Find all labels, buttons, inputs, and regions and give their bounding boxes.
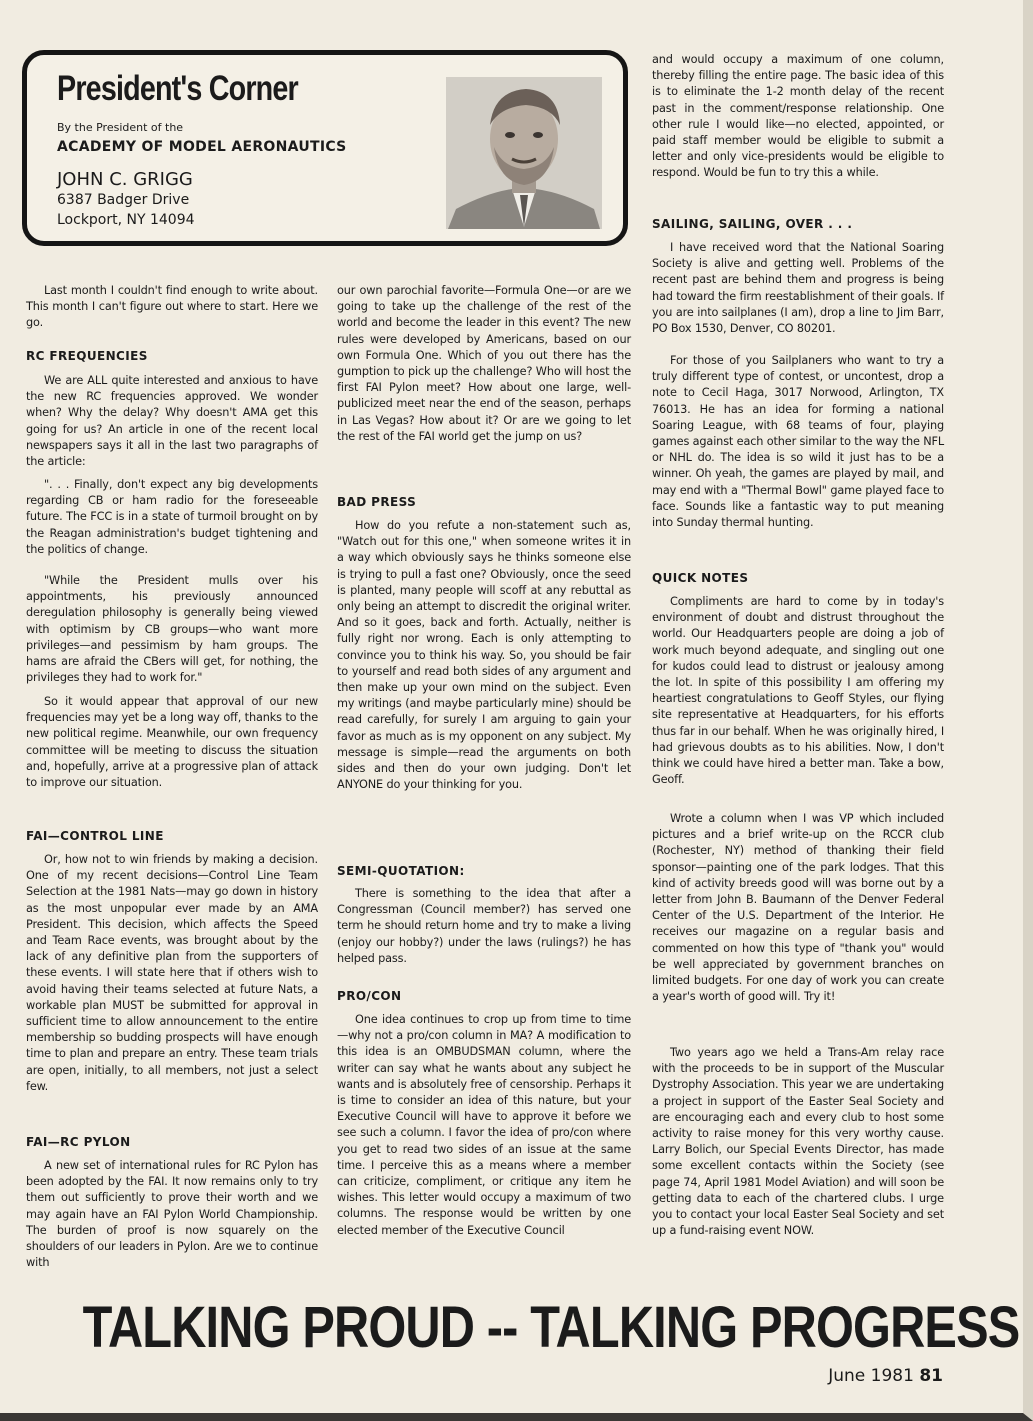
byline: By the President of the bbox=[57, 121, 184, 134]
paragraph: How do you refute a non-statement such as, "Watch out for this one," when someone writes it in a way which obviously says he thinks someone else is trying to pull a fast one? Obviously, once the seed is planted, many people will scoff at any rebuttal as only being an attempt to discredit the original writer. And so it goes, back and forth. Actually, neither is fully right nor wrong. Each is only attempting to convince you to think his way. So, you should be fair to yourself and read both sides of any argument and then make up your own mind on the subject. Even my writings (and maybe particularly mine) should be read carefully, for surely I am arguing to gain your favor as much as is my opponent on any subject. My message is simple—read the arguments on both sides and then do your own judging. Don't let ANYONE do your thinking for you. bbox=[337, 519, 631, 792]
quote-paragraph: "While the President mulls over his appointments, his previously announced deregulation philosophy is generally being viewed with optimism by CB groups—who want more privileges—and pessimism by ham groups. The hams are afraid the CBers will get, for nothing, the privileges they had to work for." bbox=[26, 574, 318, 685]
heading-rc-frequencies: RC FREQUENCIES bbox=[26, 349, 148, 363]
paragraph: For those of you Sailplaners who want to try a truly different type of contest, or uncontest, drop a note to Cecil Haga, 3017 Norwood, Arlington, TX 76013. He has an idea for forming a national Soaring League, with 68 teams of four, playing games against each other similar to the way the NFL or NHL do. The idea is so wild it just has to be a winner. Oh yeah, the games are played by mail, and may end with a "Thermal Bowl" game played face to face. Sounds like a fantastic way to put meaning into Sunday thermal hunting. bbox=[652, 354, 944, 530]
paragraph: A new set of international rules for RC Pylon has been adopted by the FAI. It now remains only to try them out sufficiently to prove their worth and we may again have an FAI Pylon World Championship. The burden of proof is now squarely on the shoulders of our leaders in Pylon. Are we to continue with bbox=[26, 1159, 318, 1270]
intro-paragraph: Last month I couldn't find enough to write about. This month I can't figure out where to start. Here we go. bbox=[26, 284, 318, 330]
heading-sailing: SAILING, SAILING, OVER . . . bbox=[652, 217, 853, 231]
paragraph: Wrote a column when I was VP which included pictures and a brief write-up on the RCCR club (Rochester, NY) method of thanking their field sponsor—painting one of the park lodges. That this kind of activity breeds good will was borne out by a letter from John B. Baumann of the Denver Federal Center of the U.S. Department of the Interior. He receives our magazine on a regular basis and commented on how this type of "thank you" would be well appreciated by government branches on limited budgets. For one day of work you can create a year's worth of good will. Try it! bbox=[652, 812, 944, 1004]
heading-bad-press: BAD PRESS bbox=[337, 495, 417, 509]
paragraph: I have received word that the National Soaring Society is alive and getting well. Problems of the recent past are behind them and progress is being had toward the firm reestablishment of their goals. If you are into sailplanes (I am), drop a line to Jim Barr, PO Box 1530, Denver, CO 80201. bbox=[652, 241, 944, 336]
page-number: 81 bbox=[919, 1366, 943, 1386]
paragraph: and would occupy a maximum of one column, thereby filling the entire page. The basic idea of this is to eliminate the 1-2 month delay of the recent past in the comment/response relationship. One other rule I would like—no elected, appointed, or paid staff member would be eligible to submit a letter and only vice-presidents would be eligible to respond. Would be fun to try this a while. bbox=[652, 53, 944, 180]
paragraph: So it would appear that approval of our new frequencies may yet be a long way off, thanks to the new political regime. Meanwhile, our own frequency committee will be meeting to discuss the situation and, hopefully, arrive at a progressive plan of attack to improve our situation. bbox=[26, 695, 318, 790]
address-line-2: Lockport, NY 14094 bbox=[57, 212, 195, 228]
heading-pro-con: PRO/CON bbox=[337, 989, 402, 1003]
paragraph: Two years ago we held a Trans-Am relay race with the proceeds to be in support of the Muscular Dystrophy Association. This year we are undertaking a project in support of the Easter Seal Society and are encouraging each and every club to host some activity to raise money for this very worthy cause. Larry Bolich, our Special Events Director, has made some excellent contacts within the Society (see page 74, April 1981 Model Aviation) and will soon be getting data to each of the chartered clubs. I urge you to contact your local Easter Seal Society and set up a fund-raising event NOW. bbox=[652, 1046, 944, 1238]
paragraph: Compliments are hard to come by in today's environment of doubt and distrust throughout the world. Our Headquarters people are doing a job of work much beyond adequate, and singling out one for kudos could lead to distrust or jealousy among the lot. In spite of this possibility I am offering my heartiest congratulations to Geoff Styles, our flying site representative at Headquarters, for his efforts thus far in our behalf. When he was originally hired, I had grievous doubts as to his abilities. Now, I don't think we could have hired a better man. Take a bow, Geoff. bbox=[652, 595, 944, 787]
paragraph: Or, how not to win friends by making a decision. One of my recent decisions—Control Line Team Selection at the 1981 Nats—may go down in history as the most unpopular ever made by an AMA President. This decision, which affects the Speed and Team Race events, was brought about by the lack of any definitive plan from the supporters of these events. I will state here that if others wish to avoid having their teams selected at future Nats, a workable plan MUST be submitted for approval in sufficient time to allow announcement to the entire membership so budding prospects will have enough time to plan and prepare an entry. These team trials are open, initially, to all members, not just a select few. bbox=[26, 853, 318, 1093]
quote-paragraph: ". . . Finally, don't expect any big developments regarding CB or ham radio for the foreseeable future. The FCC is in a state of turmoil brought on by the Reagan administration's budget tightening and the politics of change. bbox=[26, 478, 318, 556]
author-name: JOHN C. GRIGG bbox=[57, 169, 193, 190]
heading-quick-notes: QUICK NOTES bbox=[652, 571, 749, 585]
author-portrait bbox=[446, 77, 602, 229]
heading-fai-control-line: FAI—CONTROL LINE bbox=[26, 829, 164, 843]
page-folio bbox=[828, 1366, 943, 1386]
address-line-1: 6387 Badger Drive bbox=[57, 192, 190, 208]
heading-semi-quotation: SEMI-QUOTATION: bbox=[337, 864, 465, 878]
paragraph: We are ALL quite interested and anxious to have the new RC frequencies approved. We wonder when? Why the delay? Why doesn't AMA get this going for us? An article in one of the recent local newspapers says it all in the last two paragraphs of the article: bbox=[26, 374, 318, 469]
paragraph: our own parochial favorite—Formula One—or are we going to take up the challenge of the rest of the world and become the leader in this event? The new rules were developed by Americans, based on our own Formula One. Which of you out there has the gumption to pick up the challenge? Who will host the first FAI Pylon meet? How about one large, well-publicized meet near the end of the season, perhaps in Las Vegas? How about it? Or are we going to let the rest of the FAI world get the jump on us? bbox=[337, 284, 631, 443]
organization-name: ACADEMY OF MODEL AERONAUTICS bbox=[57, 139, 347, 155]
issue-date: June 1981 bbox=[828, 1366, 914, 1386]
paragraph: There is something to the idea that after a Congressman (Council member?) has served one term he should return home and try to make a living (enjoy our hobby?) under the laws (rulings?) he has helped pass. bbox=[337, 887, 631, 965]
heading-fai-rc-pylon: FAI—RC PYLON bbox=[26, 1135, 131, 1149]
paragraph: One idea continues to crop up from time to time—why not a pro/con column in MA? A modification to this idea is an OMBUDSMAN column, where the writer can say what he wants about any subject he wants and is absolutely free of censorship. Perhaps it is time to consider an idea of this nature, but your Executive Council will have to approve it before we see such a column. I favor the idea of pro/con where you get to read two sides of an issue at the same time. I perceive this as a means where a member can criticize, compliment, or critique any item he wishes. This letter would occupy a maximum of two columns. The response would be written by one elected member of the Executive Council bbox=[337, 1013, 631, 1237]
banner-slogan: TALKING PROUD -- TALKING PROGRESS bbox=[82, 1295, 1020, 1360]
header-box bbox=[22, 50, 628, 246]
page-title: President's Corner bbox=[57, 69, 298, 108]
